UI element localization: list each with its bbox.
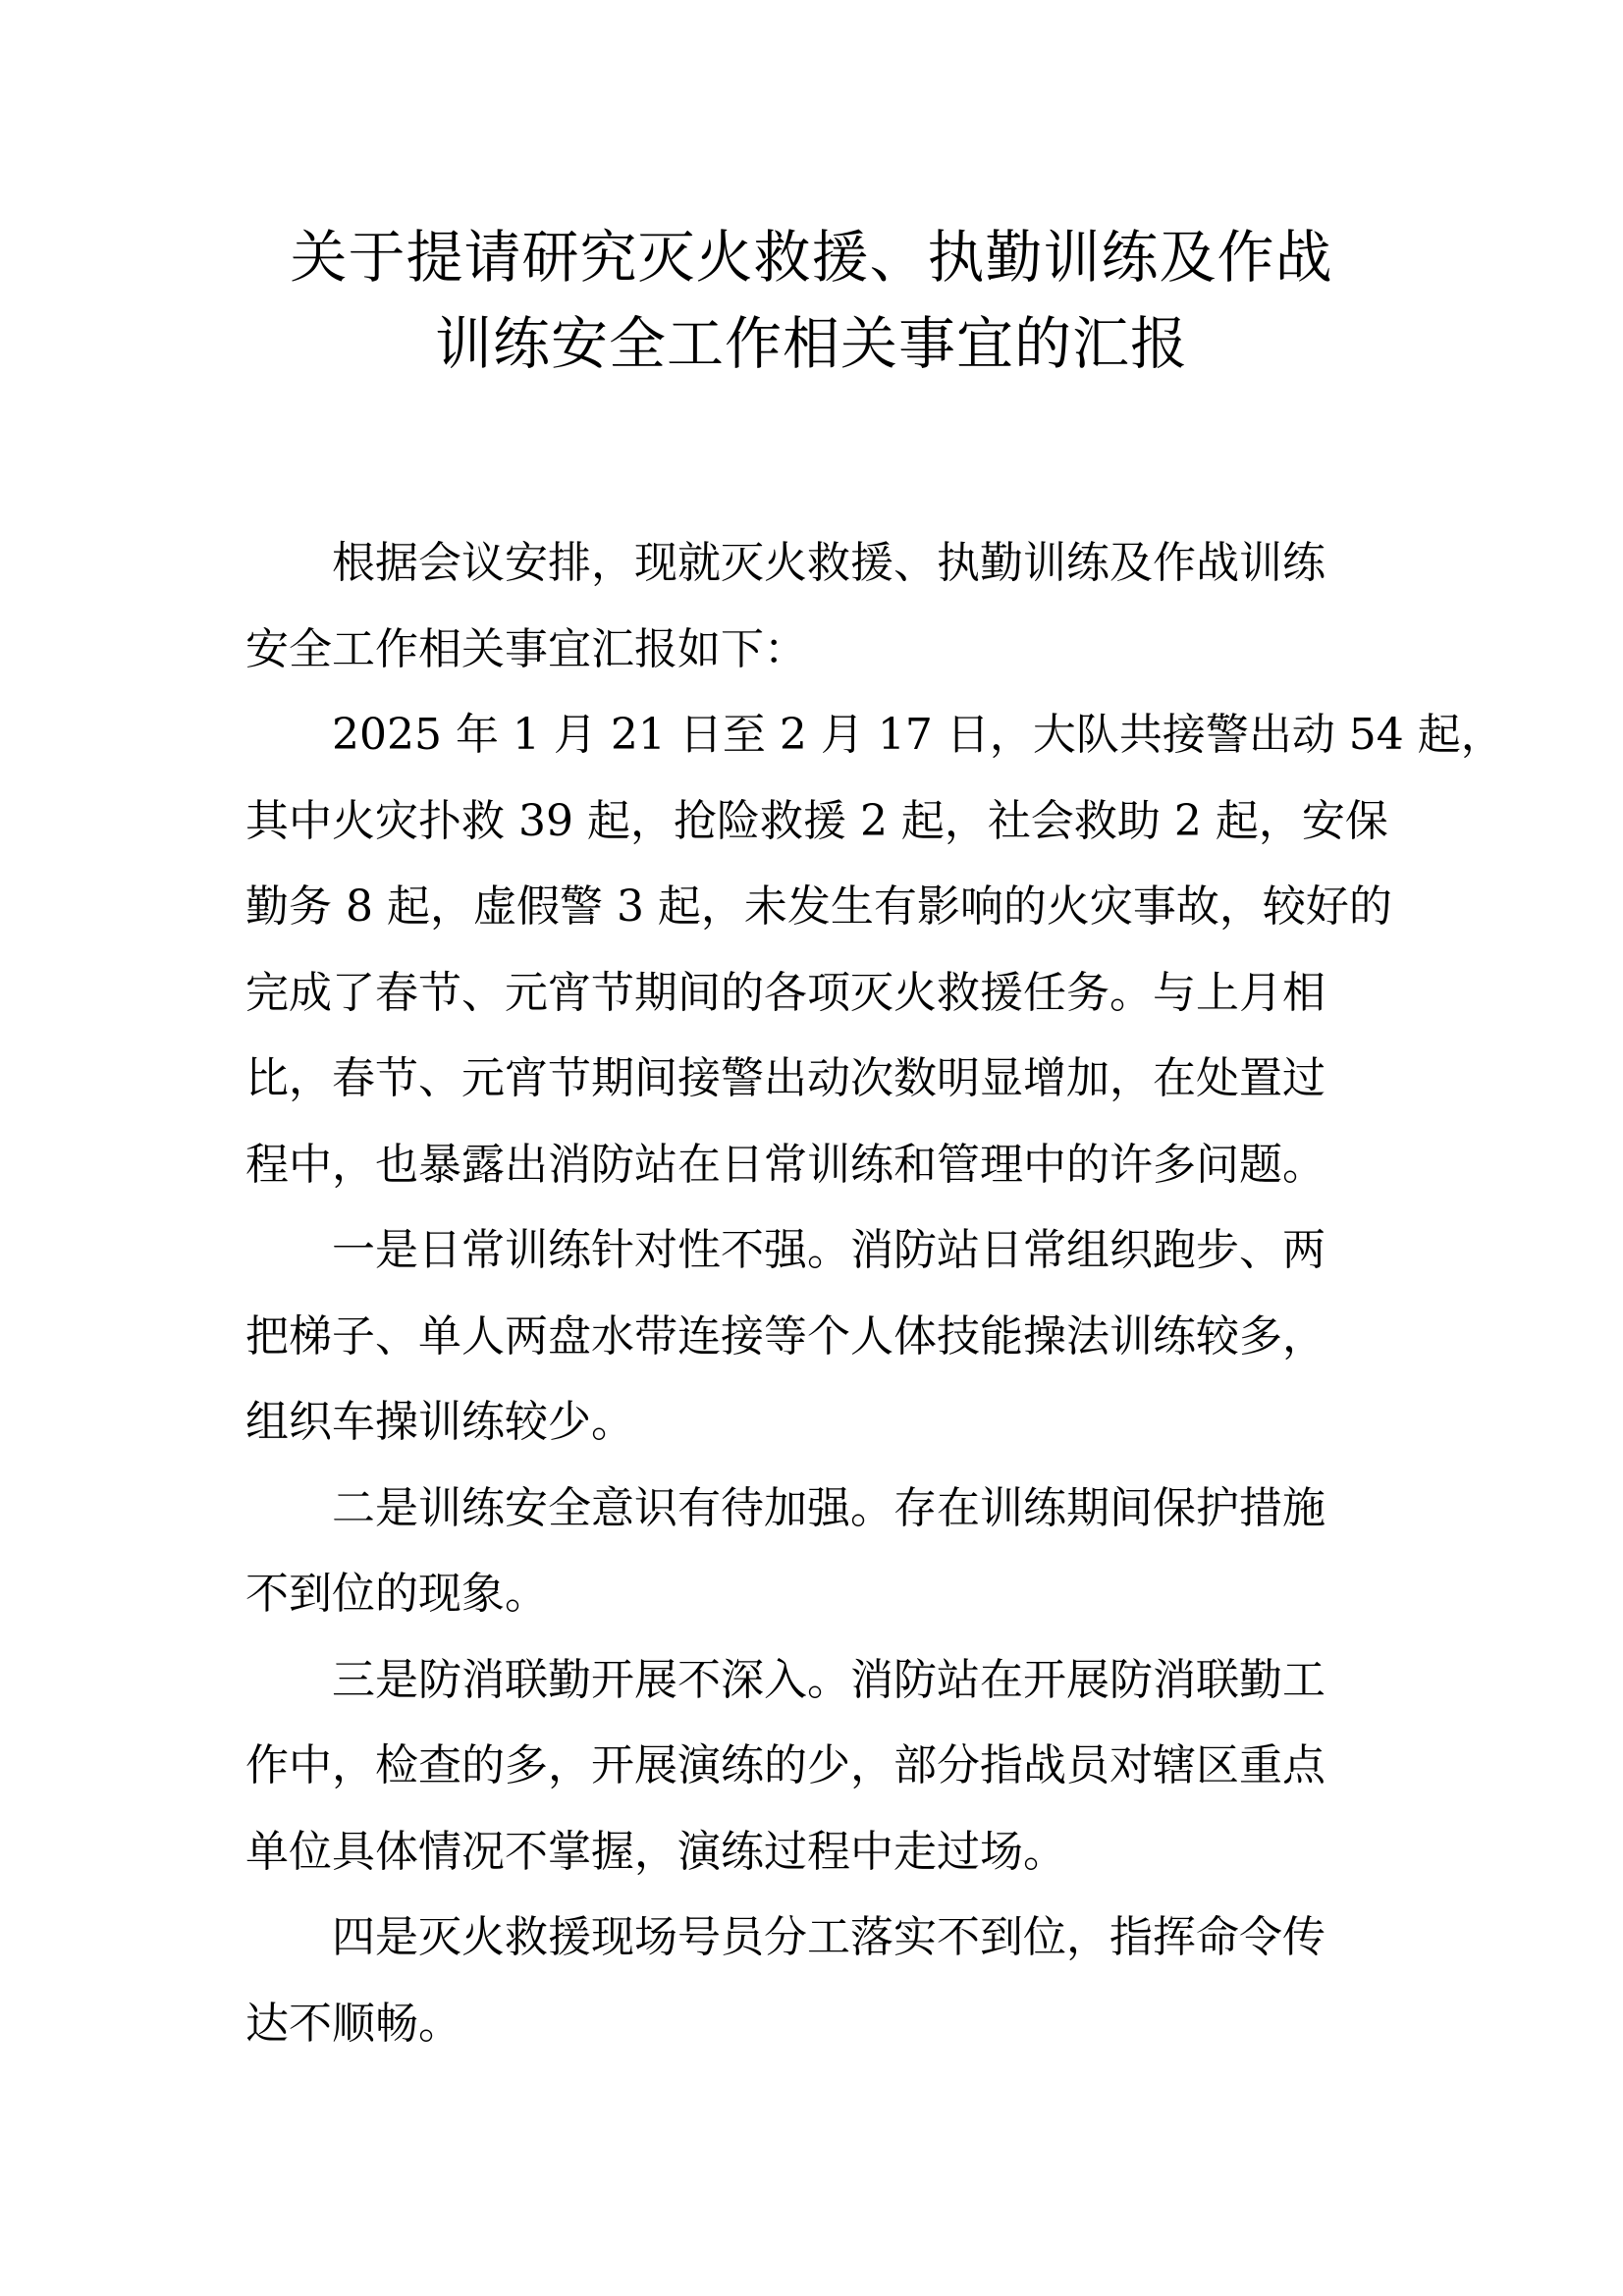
paragraph-line: 勤务 8 起，虚假警 3 起，未发生有影响的火灾事故，较好的 <box>245 881 1392 932</box>
paragraph-line: 安全工作相关事宜汇报如下： <box>245 623 807 674</box>
paragraph-line: 组织车操训练较少。 <box>245 1397 634 1447</box>
document-title <box>196 214 1427 387</box>
paragraph-line: 其中火灾扑救 39 起，抢险救援 2 起，社会救助 2 起，安保 <box>245 795 1388 846</box>
paragraph-issue-2 <box>245 1466 1384 1637</box>
paragraph-statistics <box>245 692 1504 1207</box>
paragraph-line: 作中，检查的多，开展演练的少，部分指战员对辖区重点 <box>245 1740 1325 1790</box>
paragraph-line: 比，春节、元宵节期间接警出动次数明显增加，在处置过 <box>245 1053 1325 1103</box>
document-body <box>245 520 1504 2066</box>
paragraph-intro <box>245 520 1384 692</box>
paragraph-line: 程中，也暴露出消防站在日常训练和管理中的许多问题。 <box>245 1139 1325 1190</box>
paragraph-line: 四是灭火救援现场号员分工落实不到位，指挥命令传 <box>332 1912 1325 1962</box>
title-line-2: 训练安全工作相关事宜的汇报 <box>434 310 1188 377</box>
title-line-1: 关于提请研究灭火救援、执勤训练及作战 <box>290 224 1333 291</box>
paragraph-line: 完成了春节、元宵节期间的各项灭火救援任务。与上月相 <box>245 967 1325 1018</box>
paragraph-issue-4 <box>245 1895 1384 2066</box>
paragraph-issue-1 <box>245 1207 1384 1466</box>
paragraph-line: 根据会议安排，现就灭火救援、执勤训练及作战训练 <box>332 538 1325 588</box>
paragraph-line: 达不顺畅。 <box>245 1998 461 2049</box>
paragraph-line: 2025 年 1 月 21 日至 2 月 17 日，大队共接警出动 54 起， <box>332 710 1504 760</box>
paragraph-line: 单位具体情况不掌握，演练过程中走过场。 <box>245 1826 1066 1877</box>
paragraph-line: 三是防消联勤开展不深入。消防站在开展防消联勤工 <box>332 1654 1325 1705</box>
paragraph-line: 不到位的现象。 <box>245 1569 548 1619</box>
paragraph-line: 二是训练安全意识有待加强。存在训练期间保护措施 <box>332 1482 1325 1533</box>
paragraph-line: 把梯子、单人两盘水带连接等个人体技能操法训练较多， <box>245 1310 1325 1362</box>
paragraph-line: 一是日常训练针对性不强。消防站日常组织跑步、两 <box>332 1225 1325 1275</box>
paragraph-issue-3 <box>245 1637 1384 1896</box>
